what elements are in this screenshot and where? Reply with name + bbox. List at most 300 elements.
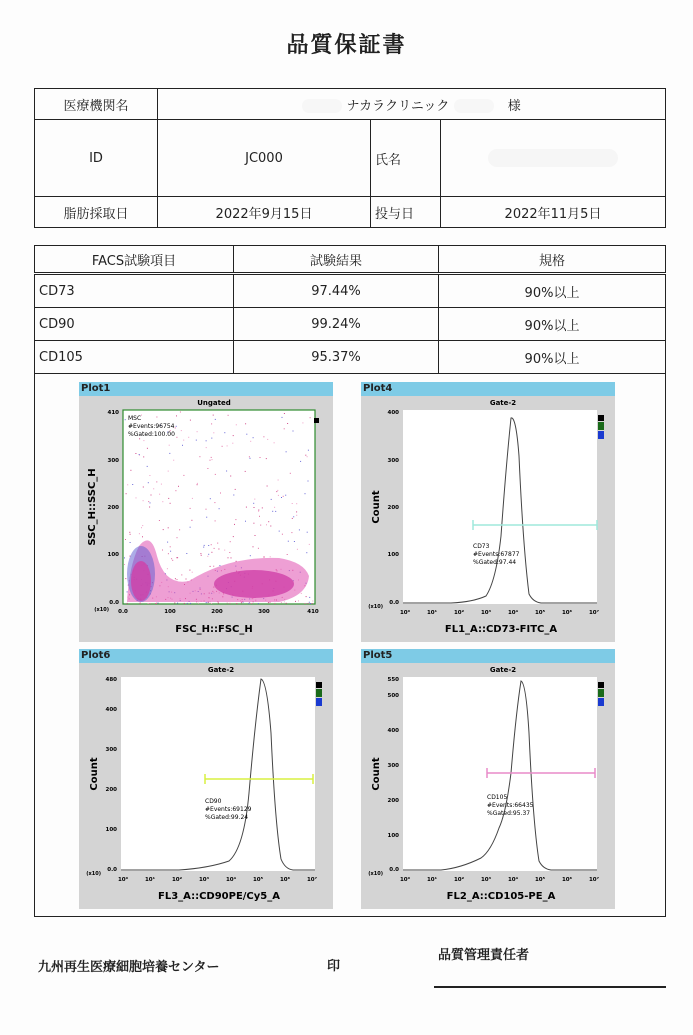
- scatter-point: [130, 534, 131, 535]
- scatter-point: [262, 507, 263, 508]
- x-tick: 10⁰: [399, 610, 411, 616]
- scatter-point: [260, 525, 261, 526]
- axis-unit: (x10): [86, 871, 101, 877]
- x-axis-label: FSC_H::FSC_H: [175, 624, 253, 635]
- scatter-point: [210, 460, 211, 461]
- scatter-point: [255, 535, 256, 536]
- scatter-point: [162, 550, 163, 551]
- scatter-point: [235, 489, 236, 490]
- scatter-point: [305, 493, 306, 494]
- scatter-point: [250, 458, 251, 459]
- scatter-point: [281, 602, 282, 603]
- scatter-point: [149, 507, 150, 508]
- scatter-point: [124, 557, 125, 558]
- x-axis-label: FL1_A::CD73-FITC_A: [444, 624, 558, 635]
- scatter-point: [148, 603, 149, 604]
- y-tick: 400: [387, 728, 399, 734]
- scatter-point: [143, 500, 144, 501]
- scatter-point: [206, 517, 207, 518]
- scatter-point: [260, 457, 261, 458]
- scatter-point: [284, 601, 285, 602]
- clinic-name: ナカラクリニック: [346, 98, 450, 114]
- id-label: ID: [35, 120, 158, 197]
- scatter-point: [197, 484, 198, 485]
- scatter-point: [292, 503, 293, 504]
- signature-line: [434, 986, 666, 988]
- scatter-point: [227, 603, 228, 604]
- plot5-svg: [361, 663, 615, 909]
- gate-percent: %Gated:99.24: [205, 814, 249, 821]
- y-axis-label: SSC_H::SSC_H: [87, 468, 98, 546]
- scatter-point: [258, 510, 259, 511]
- scatter-point: [249, 602, 250, 603]
- scatter-point: [159, 520, 160, 521]
- y-tick: 410: [107, 410, 119, 416]
- scatter-point: [179, 529, 180, 530]
- plot-header: Plot1: [79, 382, 333, 396]
- x-tick: 10⁵: [534, 610, 546, 616]
- facs-spec: 90%以上: [439, 274, 666, 308]
- scatter-point: [176, 557, 177, 558]
- scatter-point: [217, 543, 218, 544]
- scatter-point: [169, 445, 170, 446]
- scatter-point: [148, 501, 149, 502]
- scatter-point: [307, 532, 308, 533]
- y-tick: 100: [105, 827, 117, 833]
- facs-result: 95.37%: [234, 341, 439, 374]
- scatter-point: [169, 453, 170, 454]
- scatter-point: [284, 428, 285, 429]
- legend-marker: [598, 431, 604, 439]
- scatter-point: [253, 546, 254, 547]
- scatter-point: [176, 415, 177, 416]
- scatter-point: [227, 445, 228, 446]
- scatter-point: [249, 456, 250, 457]
- scatter-point: [212, 459, 213, 460]
- scatter-point: [279, 531, 280, 532]
- scatter-point: [285, 495, 286, 496]
- scatter-point: [211, 423, 212, 424]
- legend-marker: [598, 422, 604, 430]
- scatter-point: [190, 603, 191, 604]
- scatter-point: [309, 597, 310, 598]
- y-tick: 400: [387, 410, 399, 416]
- harvest-date: 2022年9月15日: [158, 197, 371, 228]
- plot-subtitle: Gate-2: [489, 399, 517, 407]
- x-tick: 10³: [480, 877, 492, 883]
- scatter-point: [156, 603, 157, 604]
- scatter-point: [147, 466, 148, 467]
- scatter-point: [214, 548, 215, 549]
- scatter-point: [213, 566, 214, 567]
- x-ticks: [400, 876, 600, 883]
- scatter-point: [130, 470, 131, 471]
- x-tick: 300: [258, 609, 270, 615]
- scatter-point: [183, 475, 184, 476]
- scatter-point: [298, 600, 299, 601]
- scatter-point: [161, 484, 162, 485]
- y-tick: 480: [105, 677, 117, 683]
- scatter-point: [254, 507, 255, 508]
- gate-percent: %Gated:97.44: [473, 559, 517, 566]
- scatter-point: [201, 555, 202, 556]
- scatter-point: [171, 558, 172, 559]
- scatter-point: [207, 468, 208, 469]
- scatter-point: [197, 483, 198, 484]
- scatter-point: [306, 552, 307, 553]
- gate-events: #Events:66435: [487, 802, 534, 809]
- scatter-point: [206, 447, 207, 448]
- redacted-blur: [454, 99, 494, 113]
- scatter-point: [125, 419, 126, 420]
- plot-subtitle: Gate-2: [207, 666, 235, 674]
- gate-events: #Events:69129: [205, 806, 252, 813]
- scatter-point: [210, 498, 211, 499]
- redacted-blur: [302, 99, 342, 113]
- scatter-point: [168, 527, 169, 528]
- facs-result: 99.24%: [234, 308, 439, 341]
- scatter-point: [174, 602, 175, 603]
- x-tick: 10⁴: [507, 610, 519, 616]
- x-tick: 10³: [480, 610, 492, 616]
- facs-table: [34, 245, 666, 374]
- x-tick: 10²: [453, 610, 465, 616]
- scatter-cluster: [214, 570, 294, 598]
- scatter-point: [167, 542, 168, 543]
- x-tick: 410: [307, 609, 319, 615]
- plot1: [79, 382, 333, 642]
- scatter-point: [229, 603, 230, 604]
- scatter-point: [181, 574, 182, 575]
- scatter-point: [229, 552, 230, 553]
- scatter-point: [186, 553, 187, 554]
- scatter-point: [246, 507, 247, 508]
- scatter-point: [141, 527, 142, 528]
- scatter-point: [264, 557, 265, 558]
- y-tick: 0.0: [107, 867, 117, 873]
- facs-header-result: 試験結果: [234, 246, 439, 274]
- scatter-point: [135, 453, 136, 454]
- facs-header-spec: 規格: [439, 246, 666, 274]
- facs-item: CD73: [35, 274, 234, 308]
- plot-area: [403, 677, 597, 871]
- scatter-point: [178, 486, 179, 487]
- scatter-point: [220, 493, 221, 494]
- scatter-point: [215, 419, 216, 420]
- scatter-point: [190, 420, 191, 421]
- scatter-point: [233, 435, 234, 436]
- scatter-point: [226, 471, 227, 472]
- scatter-point: [308, 450, 309, 451]
- scatter-point: [149, 603, 150, 604]
- scatter-point: [272, 511, 273, 512]
- admin-date: 2022年11月5日: [441, 197, 666, 228]
- scatter-point: [268, 521, 269, 522]
- x-tick: 10⁷: [588, 877, 600, 883]
- y-tick: 100: [107, 552, 119, 558]
- x-tick: 0.0: [118, 609, 128, 615]
- scatter-point: [177, 579, 178, 580]
- facs-spec: 90%以上: [439, 308, 666, 341]
- scatter-point: [196, 440, 197, 441]
- name-value: [441, 120, 666, 197]
- y-axis-label: Count: [371, 757, 382, 791]
- scatter-point: [293, 431, 294, 432]
- scatter-point: [149, 475, 150, 476]
- plot-area: [403, 410, 597, 604]
- scatter-point: [312, 603, 313, 604]
- gate-name: MSC: [128, 415, 142, 422]
- scatter-point: [142, 525, 143, 526]
- scatter-point: [170, 546, 171, 547]
- scatter-point: [248, 603, 249, 604]
- y-tick: 300: [387, 458, 399, 464]
- scatter-point: [287, 554, 288, 555]
- scatter-point: [231, 557, 232, 558]
- scatter-point: [143, 487, 144, 488]
- y-tick: 0.0: [389, 600, 399, 606]
- y-tick: 200: [105, 787, 117, 793]
- info-table: [34, 88, 666, 228]
- scatter-point: [286, 603, 287, 604]
- scatter-point: [170, 551, 171, 552]
- scatter-point: [168, 498, 169, 499]
- scatter-point: [192, 498, 193, 499]
- scatter-point: [211, 544, 212, 545]
- scatter-point: [199, 456, 200, 457]
- scatter-point: [168, 471, 169, 472]
- axis-unit: (x10): [94, 607, 109, 613]
- gate-percent: %Gated:100.00: [128, 431, 175, 438]
- scatter-point: [233, 495, 234, 496]
- gate-events: #Events:96754: [128, 423, 175, 430]
- x-tick: 100: [164, 609, 176, 615]
- scatter-point: [211, 552, 212, 553]
- scatter-point: [287, 423, 288, 424]
- scatter-point: [186, 579, 187, 580]
- scatter-point: [213, 432, 214, 433]
- scatter-point: [306, 596, 307, 597]
- legend-marker: [598, 682, 604, 688]
- scatter-point: [301, 593, 302, 594]
- scatter-point: [282, 534, 283, 535]
- table-row: [35, 274, 666, 308]
- scatter-point: [177, 603, 178, 604]
- facs-item: CD105: [35, 341, 234, 374]
- scatter-point: [250, 441, 251, 442]
- scatter-point: [236, 603, 237, 604]
- x-tick: 10²: [171, 877, 183, 883]
- y-tick: 0.0: [109, 600, 119, 606]
- plot1-svg: [79, 396, 333, 642]
- scatter-point: [222, 446, 223, 447]
- scatter-point: [310, 603, 311, 604]
- scatter-point: [296, 503, 297, 504]
- center-name: 九州再生医療細胞培養センター: [38, 960, 220, 975]
- scatter-point: [294, 541, 295, 542]
- facs-item: CD90: [35, 308, 234, 341]
- scatter-point: [211, 457, 212, 458]
- scatter-point: [151, 495, 152, 496]
- scatter-point: [143, 456, 144, 457]
- scatter-point: [253, 523, 254, 524]
- scatter-point: [266, 458, 267, 459]
- scatter-point: [233, 536, 234, 537]
- y-tick: 100: [387, 833, 399, 839]
- plot6: [79, 649, 333, 909]
- scatter-point: [245, 471, 246, 472]
- scatter-point: [274, 442, 275, 443]
- scatter-point: [312, 601, 313, 602]
- scatter-point: [228, 557, 229, 558]
- scatter-point: [288, 541, 289, 542]
- scatter-point: [259, 516, 260, 517]
- y-tick: 300: [107, 458, 119, 464]
- scatter-point: [281, 497, 282, 498]
- y-axis-label: Count: [89, 757, 100, 791]
- scatter-point: [139, 454, 140, 455]
- scatter-point: [168, 553, 169, 554]
- x-tick: 10⁴: [507, 877, 519, 883]
- legend-marker: [598, 689, 604, 697]
- plot4-svg: [361, 396, 615, 642]
- legend-marker: [314, 418, 319, 423]
- harvest-label: 脂肪採取日: [35, 197, 158, 228]
- x-tick: 10⁷: [306, 877, 318, 883]
- scatter-point: [210, 566, 211, 567]
- scatter-point: [286, 451, 287, 452]
- y-tick: 200: [387, 798, 399, 804]
- scatter-point: [241, 602, 242, 603]
- scatter-point: [125, 539, 126, 540]
- scatter-point: [309, 602, 310, 603]
- scatter-point: [150, 502, 151, 503]
- x-tick: 10²: [453, 877, 465, 883]
- scatter-point: [224, 432, 225, 433]
- scatter-point: [175, 490, 176, 491]
- scatter-point: [180, 412, 181, 413]
- scatter-point: [211, 438, 212, 439]
- scatter-point: [297, 549, 298, 550]
- scatter-point: [270, 556, 271, 557]
- plot-header: Plot4: [361, 382, 615, 396]
- scatter-point: [300, 461, 301, 462]
- scatter-point: [224, 550, 225, 551]
- scatter-point: [127, 591, 128, 592]
- scatter-point: [278, 495, 279, 496]
- plot-subtitle: Ungated: [197, 399, 231, 407]
- scatter-point: [236, 424, 237, 425]
- scatter-point: [277, 490, 278, 491]
- scatter-point: [181, 430, 182, 431]
- scatter-point: [254, 499, 255, 500]
- y-tick: 400: [105, 707, 117, 713]
- facs-result: 97.44%: [234, 274, 439, 308]
- scatter-point: [191, 520, 192, 521]
- plot-subtitle: Gate-2: [489, 666, 517, 674]
- y-axis-label: Count: [371, 490, 382, 524]
- scatter-point: [275, 511, 276, 512]
- x-tick: 10⁰: [399, 877, 411, 883]
- axis-unit: (x10): [368, 604, 383, 610]
- scatter-point: [230, 541, 231, 542]
- x-ticks: [118, 876, 318, 883]
- legend-marker: [316, 689, 322, 697]
- scatter-point: [253, 503, 254, 504]
- scatter-point: [129, 532, 130, 533]
- scatter-point: [126, 493, 127, 494]
- scatter-point: [299, 529, 300, 530]
- scatter-point: [307, 456, 308, 457]
- scatter-point: [175, 578, 176, 579]
- scatter-point: [156, 481, 157, 482]
- scatter-point: [253, 437, 254, 438]
- scatter-point: [302, 422, 303, 423]
- scatter-point: [170, 503, 171, 504]
- scatter-point: [310, 417, 311, 418]
- scatter-point: [215, 474, 216, 475]
- y-tick: 200: [387, 505, 399, 511]
- x-axis-label: FL3_A::CD90PE/Cy5_A: [157, 891, 281, 902]
- scatter-point: [176, 426, 177, 427]
- scatter-point: [127, 484, 128, 485]
- scatter-point: [308, 481, 309, 482]
- scatter-point: [270, 526, 271, 527]
- scatter-point: [228, 415, 229, 416]
- clinic-suffix: 様: [507, 98, 521, 114]
- scatter-point: [143, 440, 144, 441]
- scatter-point: [268, 602, 269, 603]
- scatter-point: [267, 486, 268, 487]
- scatter-point: [296, 515, 297, 516]
- x-tick: 200: [211, 609, 223, 615]
- plots-panel: [34, 367, 666, 917]
- scatter-point: [215, 520, 216, 521]
- scatter-point: [276, 491, 277, 492]
- scatter-point: [214, 502, 215, 503]
- scatter-point: [308, 603, 309, 604]
- scatter-point: [184, 603, 185, 604]
- x-axis-label: FL2_A::CD105-PE_A: [446, 891, 556, 902]
- scatter-point: [162, 501, 163, 502]
- scatter-point: [206, 440, 207, 441]
- scatter-point: [204, 545, 205, 546]
- gate-name: CD73: [473, 543, 490, 550]
- scatter-point: [245, 521, 246, 522]
- scatter-cluster: [131, 561, 151, 601]
- x-tick: 10¹: [144, 877, 156, 883]
- scatter-point: [295, 601, 296, 602]
- scatter-point: [284, 413, 285, 414]
- scatter-point: [198, 603, 199, 604]
- scatter-point: [290, 473, 291, 474]
- scatter-point: [305, 603, 306, 604]
- scatter-point: [189, 570, 190, 571]
- x-tick: 10⁵: [534, 877, 546, 883]
- scatter-point: [263, 436, 264, 437]
- scatter-point: [175, 427, 176, 428]
- plot4: [361, 382, 615, 642]
- y-tick: 200: [107, 505, 119, 511]
- legend-marker: [316, 698, 322, 706]
- gate-events: #Events:67877: [473, 551, 520, 558]
- scatter-point: [140, 602, 141, 603]
- scatter-point: [234, 524, 235, 525]
- scatter-point: [167, 568, 168, 569]
- axis-unit: (x10): [368, 871, 383, 877]
- scatter-point: [251, 603, 252, 604]
- clinic-cell: [158, 89, 666, 120]
